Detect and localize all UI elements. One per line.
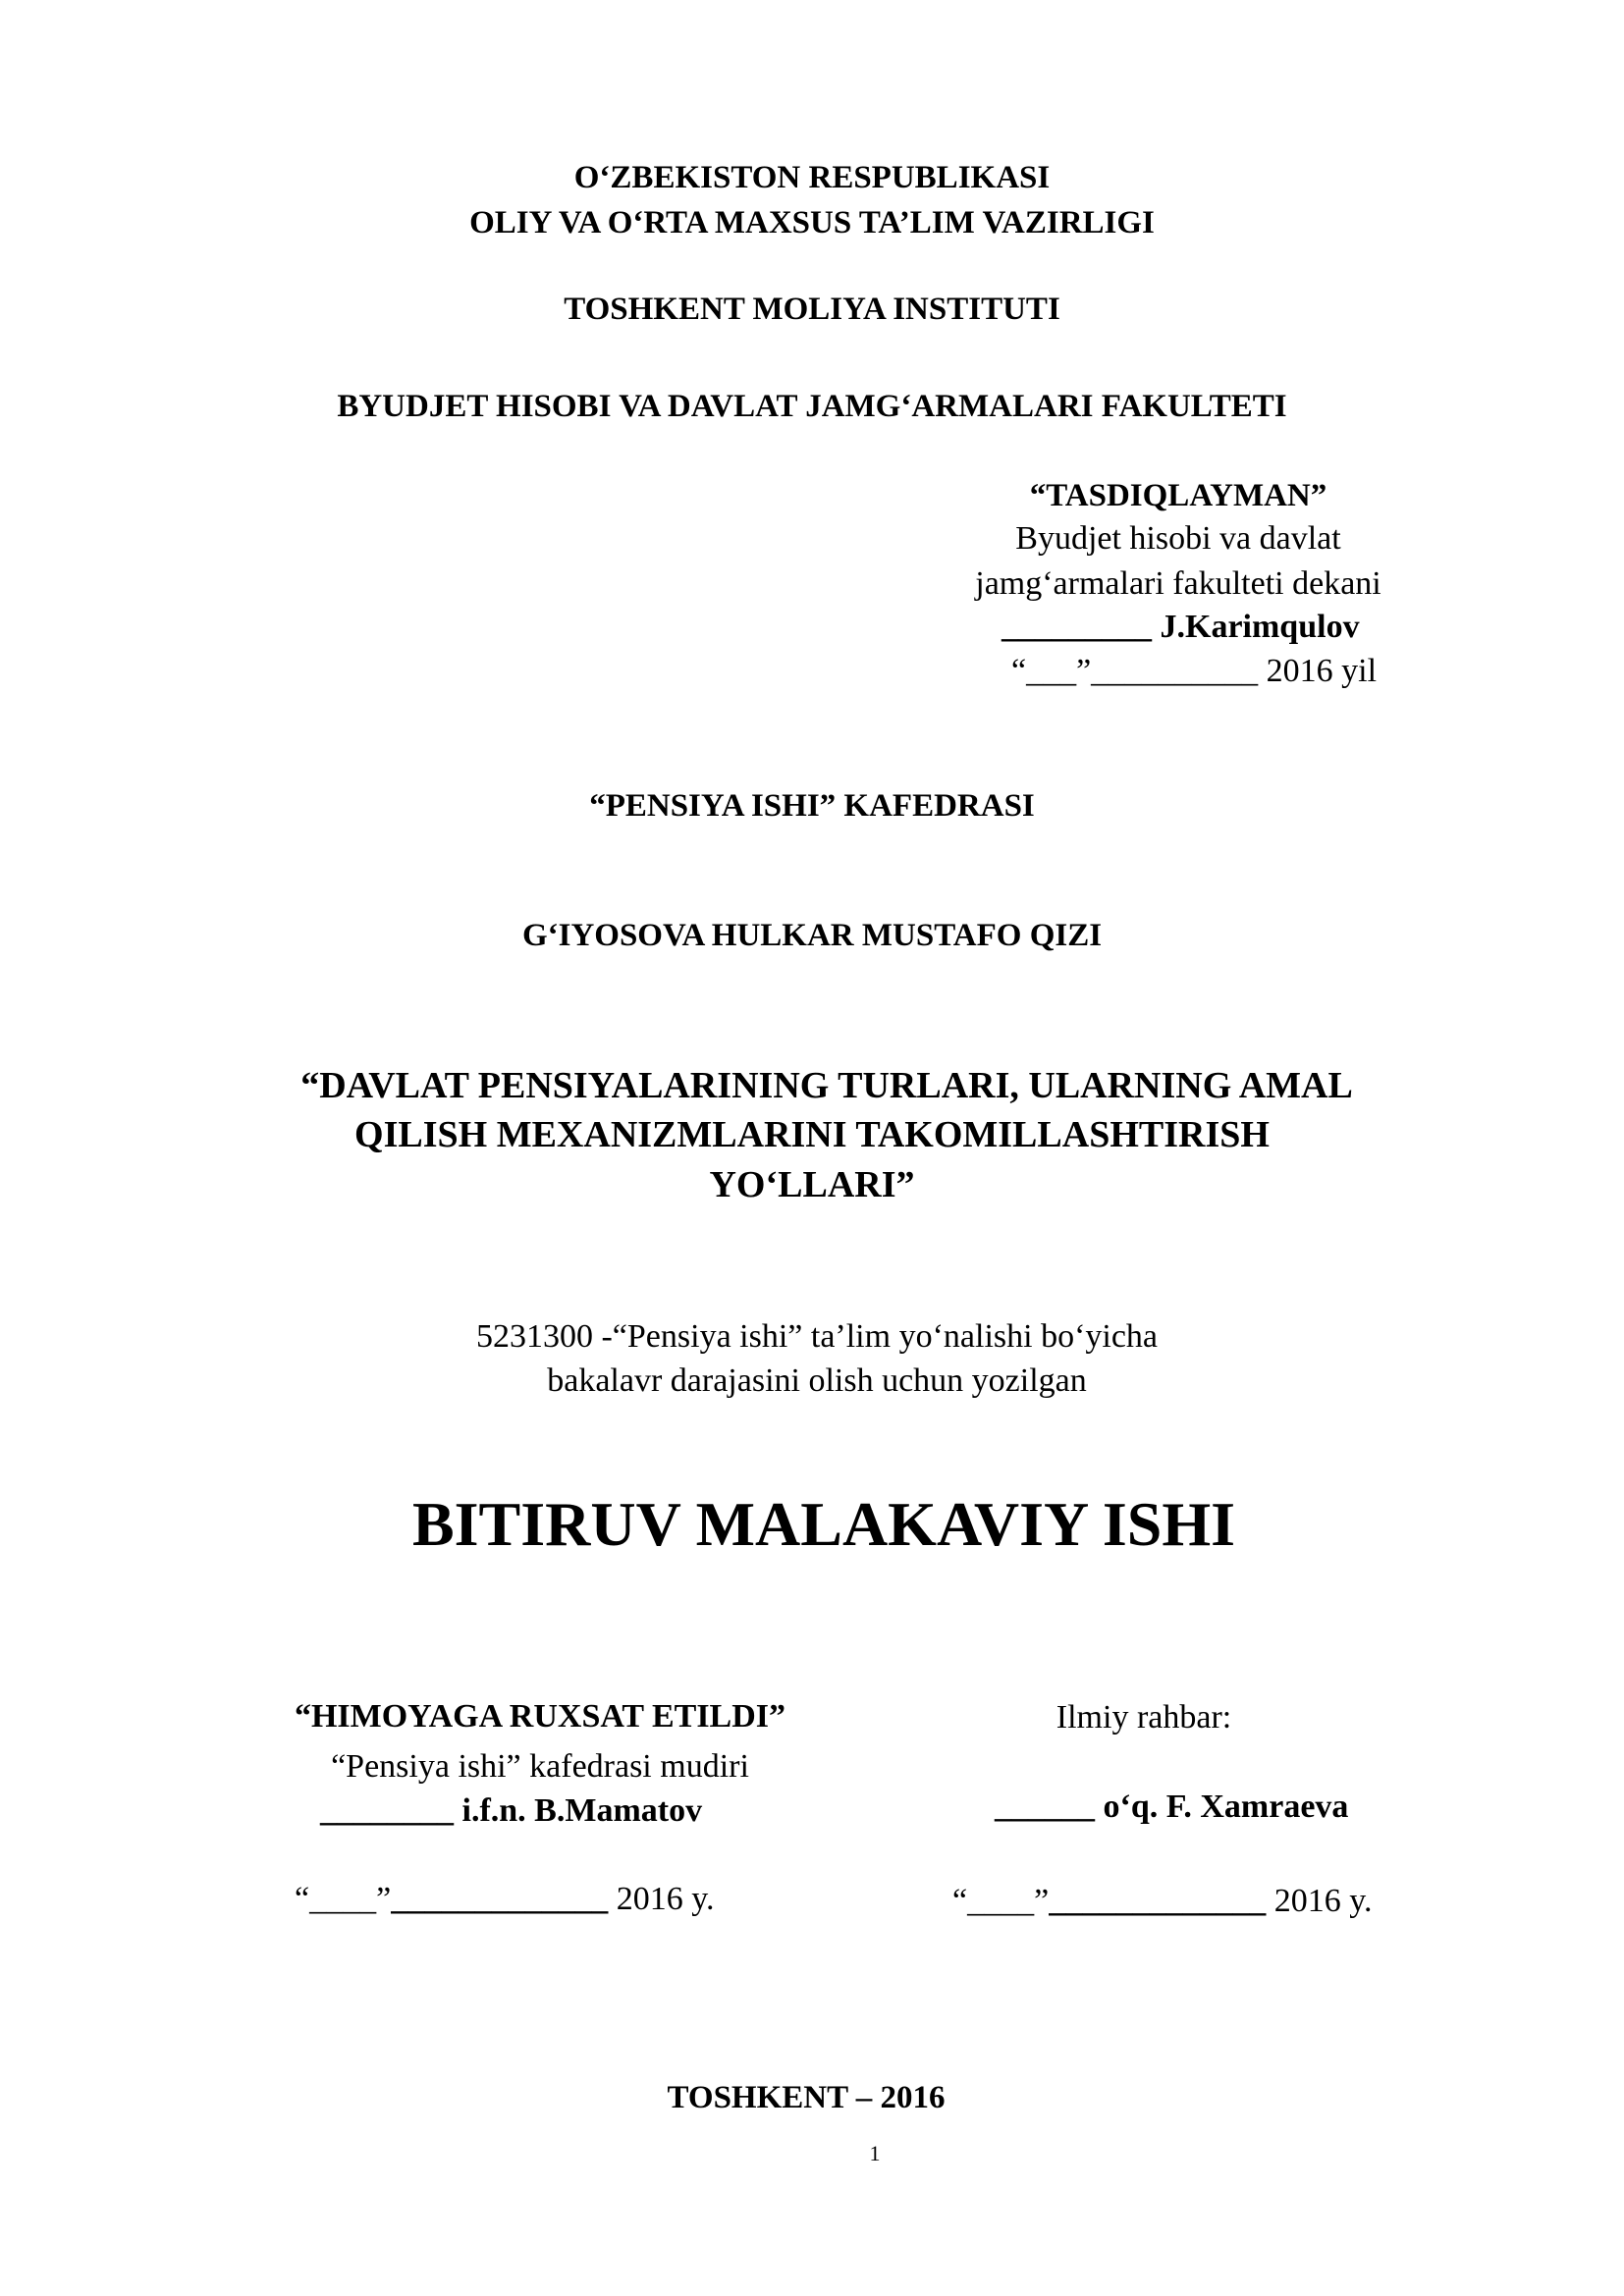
institute-name: TOSHKENT MOLIYA INSTITUTI bbox=[564, 292, 1060, 327]
approval-signer: J.Karimqulov bbox=[1160, 609, 1360, 645]
degree-line-2: bakalavr darajasini olish uchun yozilgan bbox=[547, 1362, 1087, 1399]
ministry-name: OLIY VA O‘RTA MAXSUS TA’LIM VAZIRLIGI bbox=[469, 205, 1155, 240]
supervisor-date-blank: _____________ bbox=[1049, 1883, 1267, 1919]
work-type-title: BITIRUV MALAKAVIY ISHI bbox=[411, 1489, 1236, 1559]
approval-signature-blank: _________ bbox=[1001, 609, 1152, 645]
supervisor-signature bbox=[995, 1790, 1348, 1824]
approval-line-1: Byudjet hisobi va davlat bbox=[1015, 520, 1341, 557]
supervisor-date-suffix: 2016 y. bbox=[1273, 1883, 1373, 1919]
approval-signature bbox=[1001, 611, 1360, 644]
faculty-name: BYUDJET HISOBI VA DAVLAT JAMG‘ARMALARI FAKULTETI bbox=[337, 389, 1287, 424]
country-name: O‘ZBEKISTON RESPUBLIKASI bbox=[573, 160, 1051, 195]
thesis-title-line-1: “DAVLAT PENSIYALARINING TURLARI, ULARNING AMAL bbox=[300, 1065, 1353, 1106]
city-year: TOSHKENT – 2016 bbox=[667, 2080, 946, 2115]
supervisor-date bbox=[952, 1885, 1372, 1918]
supervisor-date-prefix: “____” bbox=[952, 1883, 1050, 1919]
approval-heading: “TASDIQLAYMAN” bbox=[1029, 478, 1327, 513]
thesis-title-line-3: YO‘LLARI” bbox=[709, 1164, 915, 1205]
thesis-title-line-2: QILISH MEXANIZMLARINI TAKOMILLASHTIRISH bbox=[354, 1114, 1270, 1155]
defense-role: “Pensiya ishi” kafedrasi mudiri bbox=[331, 1748, 749, 1785]
defense-date-prefix: “____” bbox=[295, 1881, 392, 1917]
page-number: 1 bbox=[869, 2141, 881, 2165]
supervisor-signature-blank: ______ bbox=[995, 1789, 1095, 1825]
degree-line-1: 5231300 -“Pensiya ishi” ta’lim yo‘nalishi bo‘yicha bbox=[475, 1318, 1159, 1355]
author-name: G‘IYOSOVA HULKAR MUSTAFO QIZI bbox=[521, 918, 1103, 953]
defense-heading: “HIMOYAGA RUXSAT ETILDI” bbox=[294, 1698, 786, 1735]
defense-signature-blank: ________ bbox=[320, 1792, 454, 1829]
approval-line-2: jamg‘armalari fakulteti dekani bbox=[975, 565, 1381, 602]
defense-date-blank: _____________ bbox=[391, 1881, 609, 1917]
department-name: “PENSIYA ISHI” KAFEDRASI bbox=[589, 788, 1035, 824]
supervisor-heading: Ilmiy rahbar: bbox=[1056, 1699, 1232, 1735]
defense-date bbox=[295, 1883, 714, 1916]
defense-signer: i.f.n. B.Mamatov bbox=[461, 1792, 703, 1829]
approval-date: “___”__________ 2016 yil bbox=[1011, 653, 1378, 689]
supervisor-signer: o‘q. F. Xamraeva bbox=[1103, 1789, 1349, 1825]
defense-signature bbox=[320, 1794, 702, 1828]
defense-date-suffix: 2016 y. bbox=[616, 1881, 715, 1917]
